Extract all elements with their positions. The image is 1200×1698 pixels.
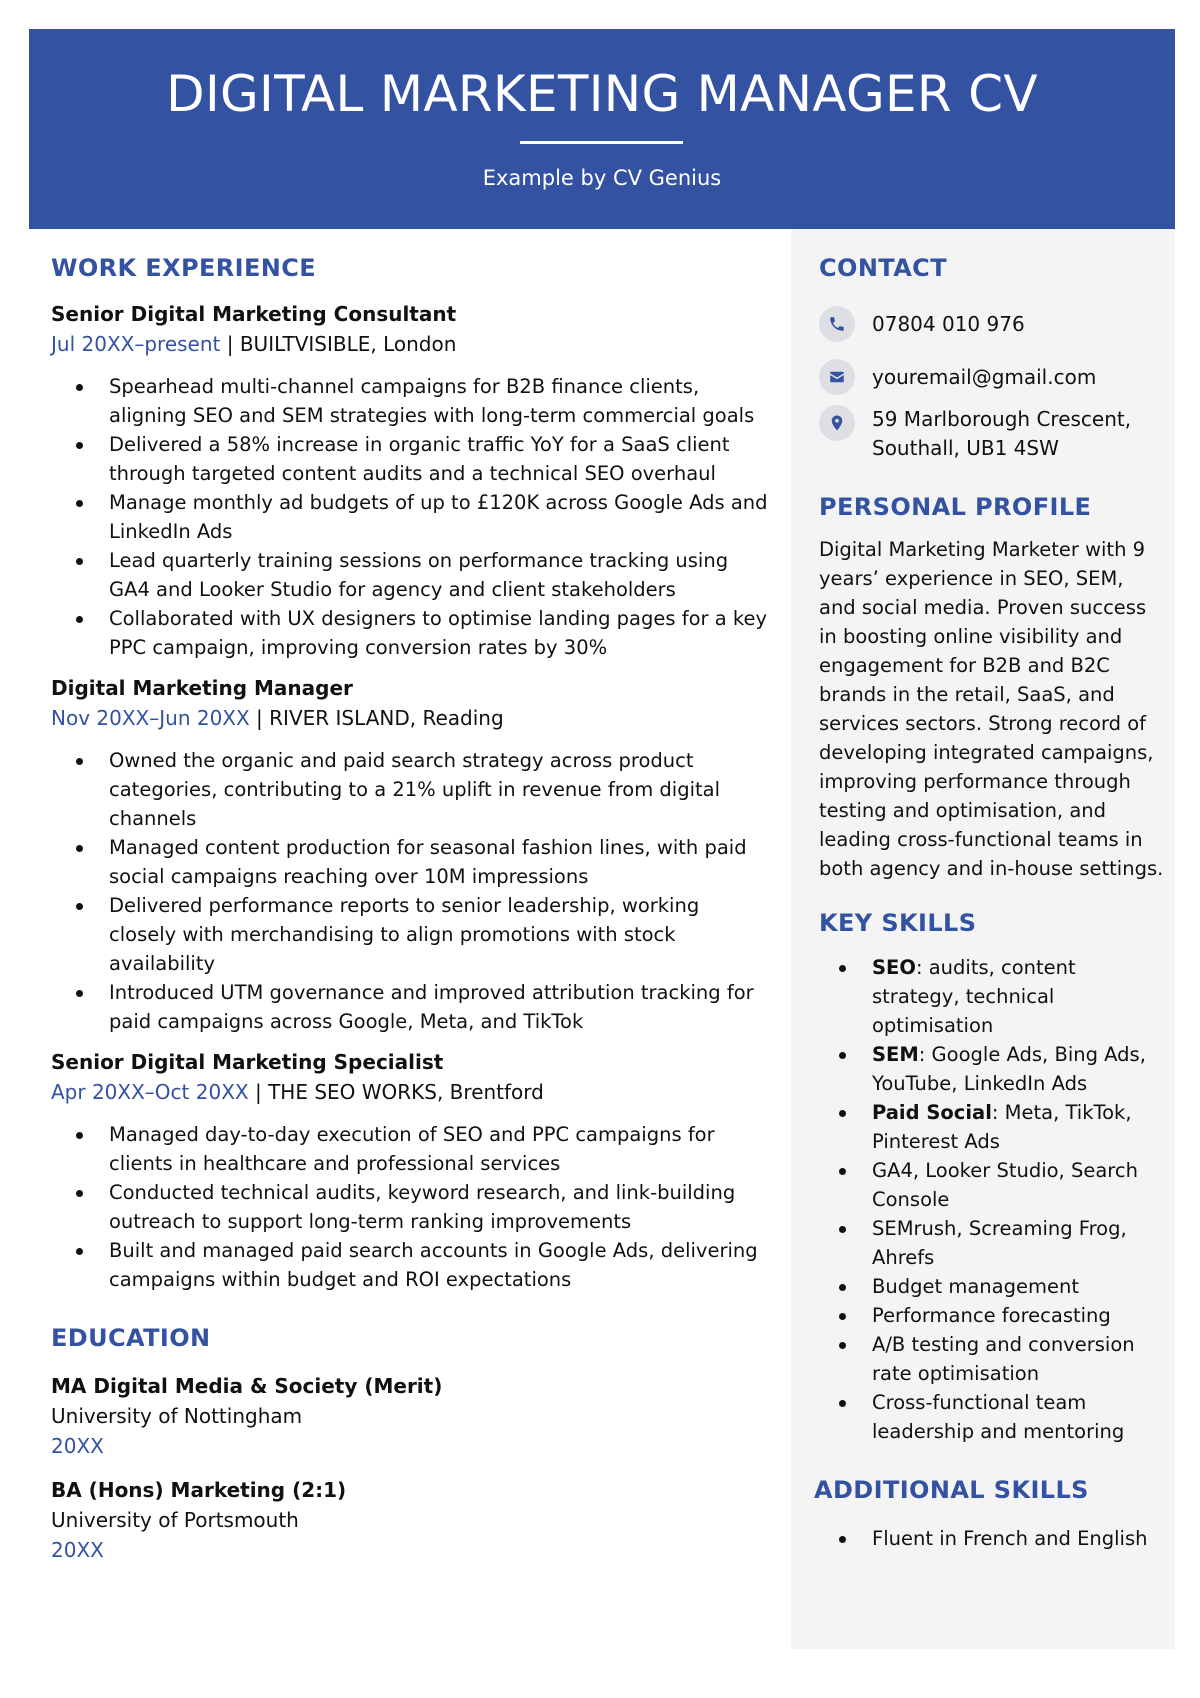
- list-item: Manage monthly ad budgets of up to £120K across Google Ads and LinkedIn Ads: [51, 488, 771, 546]
- job-company: | THE SEO WORKS, Brentford: [248, 1080, 544, 1104]
- job-title: Senior Digital Marketing Specialist: [51, 1050, 444, 1074]
- list-item: A/B testing and conversion rate optimisation: [819, 1330, 1164, 1388]
- job-meta: [51, 1080, 771, 1104]
- title-divider: [520, 141, 683, 144]
- sidebar-column: [814, 254, 1164, 1553]
- job-title: Digital Marketing Manager: [51, 676, 353, 700]
- key-skills-list: [819, 953, 1164, 1446]
- location-pin-icon: [819, 405, 855, 441]
- contact-address: [819, 405, 1164, 463]
- job-entry: [51, 1050, 771, 1294]
- list-item: Introduced UTM governance and improved attribution tracking for paid campaigns across Google, Meta, and TikTok: [51, 978, 771, 1036]
- job-dates: Nov 20XX–Jun 20XX: [51, 706, 250, 730]
- list-item: [819, 953, 1164, 1040]
- additional-skills-list: [819, 1524, 1164, 1553]
- job-company: | RIVER ISLAND, Reading: [249, 706, 504, 730]
- skill-detail: : Google Ads, Bing Ads, YouTube, LinkedIn Ads: [872, 1043, 1146, 1095]
- list-item: Delivered performance reports to senior leadership, working closely with merchandising to align promotions with stock availability: [51, 891, 771, 978]
- list-item: Fluent in French and English: [819, 1524, 1164, 1553]
- email-icon: [819, 359, 855, 395]
- contact-email: [819, 359, 1164, 395]
- education-heading: EDUCATION: [51, 1324, 211, 1352]
- job-entry: [51, 676, 771, 1036]
- list-item: Owned the organic and paid search strategy across product categories, contributing to a 21% uplift in revenue from digital channels: [51, 746, 771, 833]
- list-item: Lead quarterly training sessions on performance tracking using GA4 and Looker Studio for agency and client stakeholders: [51, 546, 771, 604]
- work-experience-heading: WORK EXPERIENCE: [51, 254, 317, 282]
- job-bullets: [51, 372, 771, 662]
- phone-icon: [819, 306, 855, 342]
- list-item: GA4, Looker Studio, Search Console: [819, 1156, 1164, 1214]
- personal-profile-heading: PERSONAL PROFILE: [819, 493, 1092, 521]
- list-item: Budget management: [819, 1272, 1164, 1301]
- key-skills-heading: KEY SKILLS: [819, 909, 977, 937]
- job-meta: [51, 332, 771, 356]
- list-item: Delivered a 58% increase in organic traffic YoY for a SaaS client through targeted content audits and a technical SEO overhaul: [51, 430, 771, 488]
- phone-number: 07804 010 976: [872, 312, 1025, 336]
- education-school: University of Nottingham: [51, 1404, 303, 1428]
- page-subtitle: Example by CV Genius: [482, 166, 722, 190]
- education-year: 20XX: [51, 1538, 104, 1562]
- address-line: Southall, UB1 4SW: [872, 436, 1059, 460]
- skill-label: SEO: [872, 956, 916, 979]
- education-degree: BA (Hons) Marketing (2:1): [51, 1478, 347, 1502]
- job-entry: [51, 302, 771, 662]
- list-item: [819, 1040, 1164, 1098]
- contact-heading: CONTACT: [819, 254, 947, 282]
- address-line: 59 Marlborough Crescent,: [872, 407, 1132, 431]
- page-title: DIGITAL MARKETING MANAGER CV: [166, 65, 1038, 123]
- list-item: [819, 1098, 1164, 1156]
- email-address: youremail@gmail.com: [872, 365, 1097, 389]
- list-item: Cross-functional team leadership and mentoring: [819, 1388, 1164, 1446]
- list-item: Spearhead multi-channel campaigns for B2B finance clients, aligning SEO and SEM strategies with long-term commercial goals: [51, 372, 771, 430]
- skill-label: Paid Social: [872, 1101, 992, 1124]
- list-item: SEMrush, Screaming Frog, Ahrefs: [819, 1214, 1164, 1272]
- main-column: [51, 254, 771, 1562]
- contact-phone: [819, 306, 1164, 342]
- list-item: Performance forecasting: [819, 1301, 1164, 1330]
- job-meta: [51, 706, 771, 730]
- job-bullets: [51, 1120, 771, 1294]
- skill-detail: : audits, content strategy, technical optimisation: [872, 956, 1076, 1037]
- skill-label: SEM: [872, 1043, 919, 1066]
- header-banner: [29, 29, 1175, 229]
- job-title: Senior Digital Marketing Consultant: [51, 302, 457, 326]
- education-degree: MA Digital Media & Society (Merit): [51, 1374, 443, 1398]
- education-entry: [51, 1374, 771, 1458]
- job-bullets: [51, 746, 771, 1036]
- list-item: Conducted technical audits, keyword research, and link-building outreach to support long-term ranking improvements: [51, 1178, 771, 1236]
- education-school: University of Portsmouth: [51, 1508, 299, 1532]
- job-dates: Apr 20XX–Oct 20XX: [51, 1080, 249, 1104]
- list-item: Built and managed paid search accounts in Google Ads, delivering campaigns within budget and ROI expectations: [51, 1236, 771, 1294]
- skill-detail: : Meta, TikTok, Pinterest Ads: [872, 1101, 1132, 1153]
- education-year: 20XX: [51, 1434, 104, 1458]
- list-item: Collaborated with UX designers to optimise landing pages for a key PPC campaign, improving conversion rates by 30%: [51, 604, 771, 662]
- job-company: | BUILTVISIBLE, London: [220, 332, 457, 356]
- education-entry: [51, 1478, 771, 1562]
- list-item: Managed content production for seasonal fashion lines, with paid social campaigns reaching over 10M impressions: [51, 833, 771, 891]
- list-item: Managed day-to-day execution of SEO and PPC campaigns for clients in healthcare and professional services: [51, 1120, 771, 1178]
- profile-text: Digital Marketing Marketer with 9 years’ experience in SEO, SEM, and social media. Proven success in boosting online visibility and engagement for B2B and B2C brands in the retail, SaaS, and services sectors. Strong record of developing integrated campaigns, improving performance through testing and optimisation, and leading cross-functional teams in both agency and in-house settings.: [819, 538, 1164, 880]
- additional-skills-heading: ADDITIONAL SKILLS: [814, 1476, 1089, 1504]
- job-dates: Jul 20XX–present: [51, 332, 221, 356]
